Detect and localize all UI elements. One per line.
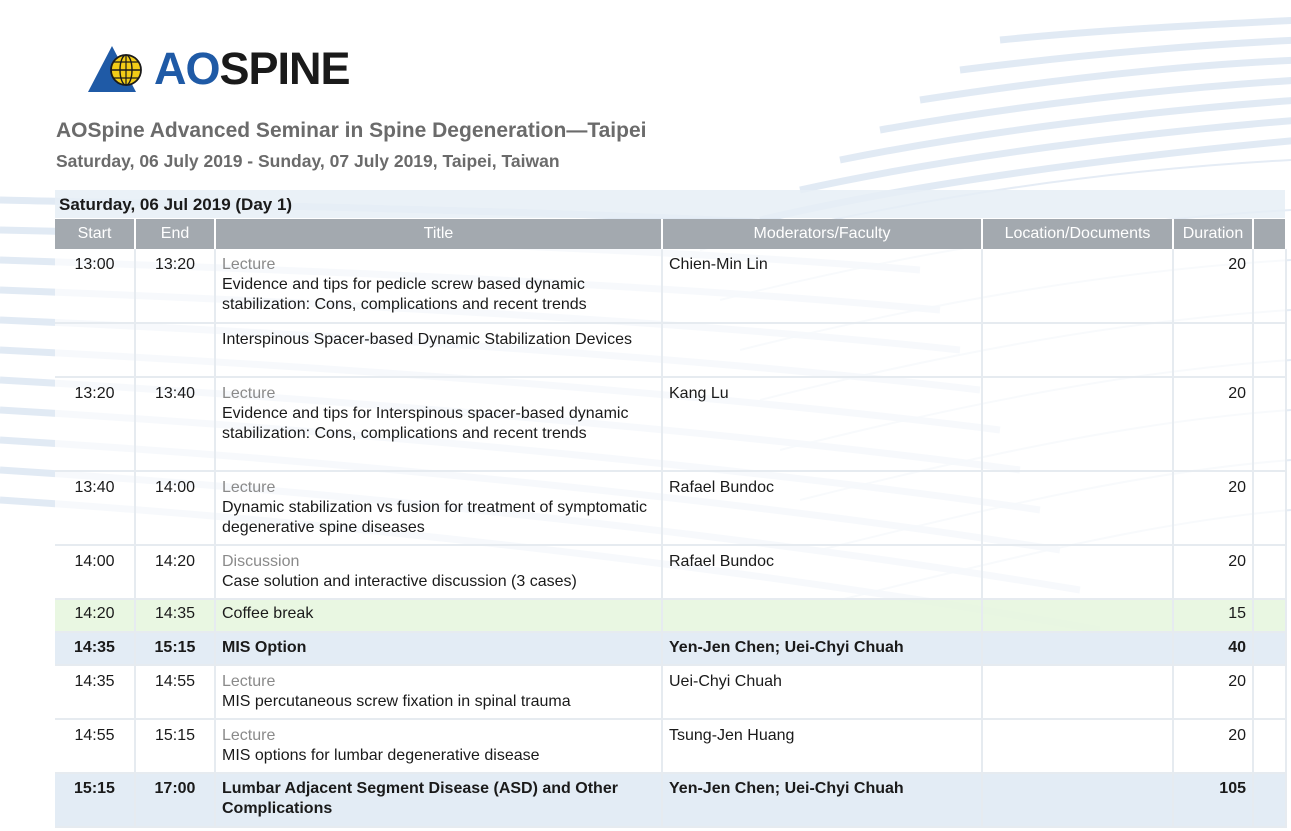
moderators-cell: Uei-Chyi Chuah xyxy=(662,665,982,719)
spacer-cell xyxy=(1253,773,1286,827)
end-cell: 15:15 xyxy=(135,632,215,665)
session-type: Lecture xyxy=(222,256,276,273)
duration-cell: 20 xyxy=(1173,377,1253,471)
location-cell xyxy=(982,665,1173,719)
col-header-spacer xyxy=(1253,219,1286,249)
section-header-row xyxy=(55,773,1286,827)
location-cell xyxy=(982,377,1173,471)
title-cell xyxy=(215,471,662,545)
duration-cell: 20 xyxy=(1173,719,1253,773)
moderators-cell: Tsung-Jen Huang xyxy=(662,719,982,773)
table-row xyxy=(55,545,1286,599)
location-cell xyxy=(982,599,1173,632)
session-title: MIS percutaneous screw fixation in spinal trauma xyxy=(222,693,571,710)
location-cell xyxy=(982,249,1173,323)
start-cell: 13:40 xyxy=(55,471,135,545)
seminar-title: AOSpine Advanced Seminar in Spine Degeneration—Taipei xyxy=(56,119,647,142)
logo-wordmark xyxy=(154,44,350,94)
table-row xyxy=(55,377,1286,471)
spacer-cell xyxy=(1253,323,1286,377)
start-cell: 13:20 xyxy=(55,377,135,471)
day-label: Saturday, 06 Jul 2019 (Day 1) xyxy=(59,195,293,214)
duration-cell: 15 xyxy=(1173,599,1253,632)
end-cell: 14:35 xyxy=(135,599,215,632)
end-cell: 15:15 xyxy=(135,719,215,773)
col-header-end: End xyxy=(135,219,215,249)
start-cell: 14:00 xyxy=(55,545,135,599)
location-cell xyxy=(982,323,1173,377)
title-cell xyxy=(215,665,662,719)
title-cell xyxy=(215,377,662,471)
col-header-start: Start xyxy=(55,219,135,249)
section-header-row xyxy=(55,632,1286,665)
moderators-cell: Yen-Jen Chen; Uei-Chyi Chuah xyxy=(662,632,982,665)
spacer-cell xyxy=(1253,377,1286,471)
duration-cell: 20 xyxy=(1173,249,1253,323)
duration-cell: 20 xyxy=(1173,471,1253,545)
end-cell: 14:20 xyxy=(135,545,215,599)
session-title: Case solution and interactive discussion (3 cases) xyxy=(222,573,577,590)
end-cell: 14:00 xyxy=(135,471,215,545)
col-header-moderators: Moderators/Faculty xyxy=(662,219,982,249)
title-cell xyxy=(215,249,662,323)
session-title: Dynamic stabilization vs fusion for treatment of symptomatic degenerative spine diseases xyxy=(222,499,648,536)
end-cell xyxy=(135,323,215,377)
start-cell xyxy=(55,323,135,377)
end-cell: 17:00 xyxy=(135,773,215,827)
aospine-logo xyxy=(88,44,350,94)
end-cell: 13:40 xyxy=(135,377,215,471)
spacer-cell xyxy=(1253,471,1286,545)
session-type: Discussion xyxy=(222,553,300,570)
moderators-cell: Kang Lu xyxy=(662,377,982,471)
title-cell: MIS Option xyxy=(215,632,662,665)
session-type: Lecture xyxy=(222,727,276,744)
start-cell: 14:20 xyxy=(55,599,135,632)
duration-cell: 20 xyxy=(1173,665,1253,719)
title-cell: Coffee break xyxy=(215,599,662,632)
table-row xyxy=(55,665,1286,719)
schedule-table xyxy=(55,219,1287,828)
location-cell xyxy=(982,719,1173,773)
table-header-row xyxy=(55,219,1286,249)
spacer-cell xyxy=(1253,249,1286,323)
table-row xyxy=(55,719,1286,773)
spacer-cell xyxy=(1253,719,1286,773)
moderators-cell: Chien-Min Lin xyxy=(662,249,982,323)
logo-ao-text: AO xyxy=(154,43,220,94)
start-cell: 14:35 xyxy=(55,665,135,719)
location-cell xyxy=(982,545,1173,599)
title-cell: Lumbar Adjacent Segment Disease (ASD) and Other Complications xyxy=(215,773,662,827)
moderators-cell: Rafael Bundoc xyxy=(662,545,982,599)
session-title: Interspinous Spacer-based Dynamic Stabilization Devices xyxy=(222,331,632,348)
table-row xyxy=(55,471,1286,545)
moderators-cell xyxy=(662,323,982,377)
spacer-cell xyxy=(1253,632,1286,665)
table-row xyxy=(55,249,1286,323)
moderators-cell: Yen-Jen Chen; Uei-Chyi Chuah xyxy=(662,773,982,827)
location-cell xyxy=(982,632,1173,665)
spacer-cell xyxy=(1253,599,1286,632)
spacer-cell xyxy=(1253,665,1286,719)
col-header-location: Location/Documents xyxy=(982,219,1173,249)
title-cell xyxy=(215,323,662,377)
table-row xyxy=(55,323,1286,377)
seminar-dates: Saturday, 06 July 2019 - Sunday, 07 July 2019, Taipei, Taiwan xyxy=(56,151,560,171)
spacer-cell xyxy=(1253,545,1286,599)
session-type: Lecture xyxy=(222,673,276,690)
start-cell: 13:00 xyxy=(55,249,135,323)
session-title: Evidence and tips for pedicle screw based dynamic stabilization: Cons, complications and recent trends xyxy=(222,276,587,313)
start-cell: 14:55 xyxy=(55,719,135,773)
logo-spine-text: SPINE xyxy=(219,43,350,94)
title-cell xyxy=(215,545,662,599)
start-cell: 14:35 xyxy=(55,632,135,665)
location-cell xyxy=(982,773,1173,827)
col-header-duration: Duration xyxy=(1173,219,1253,249)
duration-cell: 105 xyxy=(1173,773,1253,827)
duration-cell: 40 xyxy=(1173,632,1253,665)
duration-cell: 20 xyxy=(1173,545,1253,599)
day-header xyxy=(55,190,1285,218)
col-header-title: Title xyxy=(215,219,662,249)
end-cell: 13:20 xyxy=(135,249,215,323)
location-cell xyxy=(982,471,1173,545)
session-type: Lecture xyxy=(222,479,276,496)
aospine-globe-icon xyxy=(88,44,148,94)
session-type: Lecture xyxy=(222,385,276,402)
start-cell: 15:15 xyxy=(55,773,135,827)
title-cell xyxy=(215,719,662,773)
moderators-cell: Rafael Bundoc xyxy=(662,471,982,545)
session-title: MIS options for lumbar degenerative disease xyxy=(222,747,540,764)
moderators-cell xyxy=(662,599,982,632)
coffee-break-row xyxy=(55,599,1286,632)
end-cell: 14:55 xyxy=(135,665,215,719)
session-title: Evidence and tips for Interspinous spacer-based dynamic stabilization: Cons, complications and recent trends xyxy=(222,405,629,442)
duration-cell xyxy=(1173,323,1253,377)
